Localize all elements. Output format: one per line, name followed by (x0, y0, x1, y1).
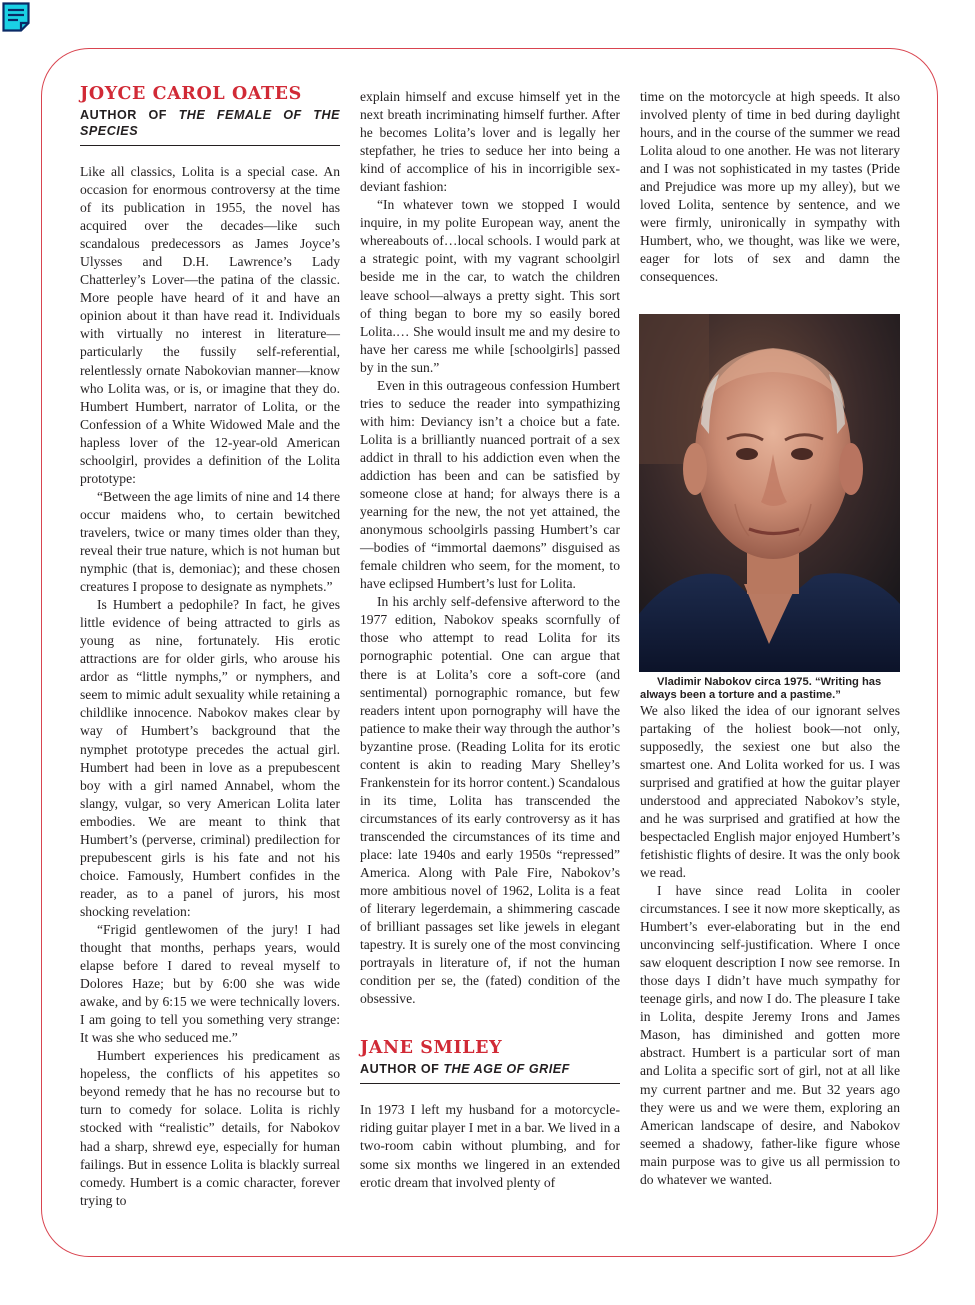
paragraph: Is Humbert a pedophile? In fact, he gives little evidence of being attracted to girls as young as nine, fortunately. His erotic attractions are for older girls, who arouse his ardor as “little nymphs,” or nymphers, and seem to mimic adult sexuality while retaining a childlike innocence. Nabokov makes clear by way of Humbert’s background that the nymphet prototype precedes the actual girl. Humbert had been in love as a prepubescent boy with a girl named Annabel, whom the slangy, vulgar, so very American Lolita later embodies. We are meant to think that Humbert’s (perverse, criminal) predilection for prepubescent girls is his fate and not his choice. Famously, Humbert confides in the reader, as to a panel of jurors, his most shocking revelation: (80, 597, 340, 919)
column-2 (360, 88, 620, 1192)
subtitle-prefix: AUTHOR OF (360, 1062, 444, 1077)
author-heading-smiley: JANE SMILEY (360, 1038, 503, 1059)
paragraph: time on the motorcycle at high speeds. It also involved plenty of time in bed during daylight hours, and in the course of the summer we read Lolita aloud to one another. He was not literary and I was not sophisticated in my tastes (Pride and Prejudice was more up my alley), but we loved Lolita, sentence by sentence, and we were firmly, unironically in sympathy with Humbert, who, we thought, was like we were, eager for lots of sex and damn the consequences. (640, 89, 900, 285)
portrait-illustration (639, 314, 900, 672)
paragraph: In his archly self-defensive afterword to the 1977 edition, Nabokov speaks scornfully of those who attempt to read Lolita for its pornographic potential. One can argue that there is at Lolita’s core a soft-core (and sentimental) pornographic romance, but few readers intent upon pornography will have the patience to make their way through the author’s byzantine prose. (Reading Lolita for its erotic content is akin to reading Mary Shelley’s Frankenstein for its horror content.) Scandalous in its time, Lolita has transcended the circumstances of its early controversy as it has transcended the circumstances of its time and place: late 1940s and early 1950s “repressed” America. Along with Pale Fire, Nabokov’s more ambitious novel of 1962, Lolita is a feat of literary legerdemain, a shimmering cascade of brilliant passages set like jewels in elegant tapestry. It is surely one of the most convincing portrayals in literature of, if not the human condition per se, the (fated) condition of the obsessive. (360, 594, 620, 1007)
subtitle-book-title: THE FEMALE OF THE SPECIES (80, 108, 340, 138)
paragraph: In 1973 I left my husband for a motorcycle-riding guitar player I met in a bar. We lived in a two-room cabin without plumbing, and for some six months we lingered in an extended erotic dream that involved plenty of (360, 1102, 620, 1190)
photo-caption: Vladimir Nabokov circa 1975. “Writing has always been a torture and a pastime.” (640, 675, 882, 701)
heading-rule (360, 1083, 620, 1084)
subtitle-prefix: AUTHOR OF (80, 108, 179, 122)
author-subtitle-oates (80, 107, 340, 139)
nabokov-portrait-photo (639, 314, 900, 672)
column-1 (80, 84, 340, 1210)
paragraph: Humbert experiences his predicament as hopeless, the conflicts of his appetites so beyond remedy that he has no recourse but to turn to comedy for solace. Lolita is richly stocked with “realistic” details, for Nabokov had a sharp, shrewd eye, especially for human failings. But in essence Lolita is blackly surreal comedy. Humbert is a comic character, forever trying to (80, 1048, 340, 1208)
author-heading-oates: JOYCE CAROL OATES (80, 84, 302, 104)
column-3 (640, 88, 900, 1189)
paragraph: Even in this outrageous confession Humbert tries to seduce the reader into sympathizing with him: Deviancy isn’t a choice but a fate. Lolita is a brilliantly nuanced portrait of a sex addict in thrall to his addiction even when the addiction has been and can be satisfied by someone close at hand; for always there is a yearning for the new, the not yet attained, the anonymous schoolgirls passing Humbert’s car—bodies of “immortal daemons” disguised as female children who seem, for the moment, to have eclipsed Humbert’s lust for Lolita. (360, 377, 620, 592)
quote-paragraph: “In whatever town we stopped I would inquire, in my polite European way, anent the whereabouts of…local schools. I would park at a strategic point, with my vagrant schoolgirl beside me in the car, to watch the children leave school—always a pretty sight. This sort of thing began to bore my so easily bored Lolita.… She would insult me and my desire to have her caress me while [schoolgirls] passed by in the sun.” (360, 197, 620, 375)
quote-paragraph: “Between the age limits of nine and 14 there occur maidens who, to certain bewitched travelers, twice or many times older than they, reveal their true nature, which is not human but nymphic (that is, demoniac); and these chosen creatures I propose to designate as nymphets.” (80, 488, 340, 595)
paragraph: Like all classics, Lolita is a special case. An occasion for enormous controversy at the time of its publication in 1955, the novel has acquired over the decades—like such scandalous predecessors as James Joyce’s Ulysses and D.H. Lawrence’s Lady Chatterley’s Lover—the patina of the classic. More people have heard of it and have an opinion about it than have read it. Individuals with virtually no interest in literature—particularly the fussily self-referential, relentlessly ornate Nabokovian manner—know who Lolita was, or is, or imagine that they do. Humbert Humbert, narrator of Lolita, or the Confession of a White Widowed Male and the hapless lover of the 12-year-old American schoolgirl, provides a definition of the Lolita prototype: (80, 164, 340, 486)
document-menu-icon[interactable] (2, 2, 30, 32)
section-spacer (360, 1008, 620, 1038)
quote-paragraph: “Frigid gentlewomen of the jury! I had thought that months, perhaps years, would elapse before I dared to reveal myself to Dolores Haze; but by 6:00 she was wide awake, and by 6:15 we were technically lovers. I am going to tell you something very strange: It was she who seduced me.” (80, 921, 340, 1046)
paragraph: We also liked the idea of our ignorant selves partaking of the holiest book—not only, supposedly, the sexiest one but also the smartest one. And Lolita worked for us. I was surprised and gratified at how the guitar player understood and appreciated Nabokov’s style, and he was surprised and gratified at how the bespectacled English major enjoyed Humbert’s fetishistic flights of desire. It was the only book we read. (640, 702, 900, 880)
heading-rule (80, 145, 340, 146)
paragraph: explain himself and excuse himself yet in the next breath incriminating himself further. After he becomes Lolita’s lover and is legally her stepfather, he tries to seduce her into being a kind of accomplice of his in incorrigible sex-deviant fashion: (360, 89, 620, 195)
author-subtitle-smiley (360, 1061, 620, 1077)
paragraph: I have since read Lolita in cooler circumstances. I see it now more skeptically, as Humbert’s ever-elaborating but in the end unconvincing self-justification. Where I once saw eloquent description I now see remorse. In those days I didn’t have much sympathy for teenage girls, and now I do. The pleasure I take in Lolita, despite Jeremy Irons and James Mason, has diminished and gotten more abstract. Humbert is a particular sort of man and Lolita a specific sort of girl, not at all like my current partner and me. But 32 years ago they were us and we were them, exploring an American landscape of desire, and Nabokov seemed a shadowy, father-like figure whose main purpose was to give us all permission to do whatever we wanted. (640, 882, 900, 1187)
subtitle-book-title: THE AGE OF GRIEF (443, 1062, 570, 1077)
